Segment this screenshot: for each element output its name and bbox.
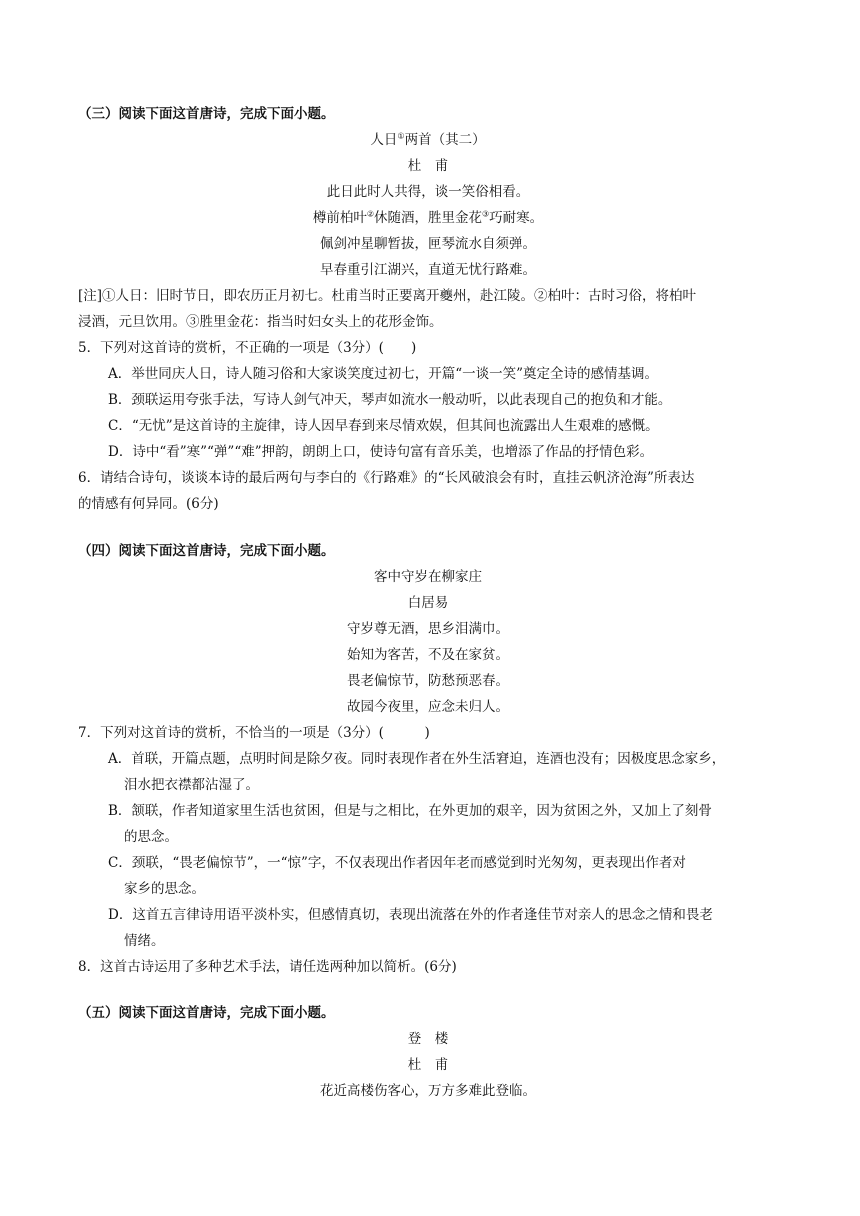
poem-2-title: 客中守岁在柳家庄 [374,569,482,585]
question-5-option-b: B．颈联运用夸张手法，写诗人剑气冲天，琴声如流水一般动听，以此表现自己的抱负和才能。 [108,392,672,408]
question-7-option-c: C．颈联，“畏老偏惊节”，一“惊”字，不仅表现出作者因年老而感觉到时光匆匆，更表现出作者对 [108,855,686,871]
section-3-heading: （三）阅读下面这首唐诗，完成下面小题。 [78,106,335,122]
poem-1-line-4: 早春重引江湖兴，直道无忧行路难。 [320,262,536,278]
question-5-option-c: C．“无忧”是这首诗的主旋律，诗人因早春到来尽情欢娱，但其间也流露出人生艰难的感慨。 [108,418,659,434]
question-7-option-d-cont: 情绪。 [124,933,165,949]
poem-2-line-3: 畏老偏惊节，防愁预恶春。 [347,673,509,689]
question-5-option-d: D．诗中“看”寒”“弹”“难”押韵，朗朗上口，使诗句富有音乐美，也增添了作品的抒情色彩。 [108,444,654,460]
poem-3-line-1: 花近高楼伤客心，万方多难此登临。 [320,1083,536,1099]
poem-1-line-3: 佩剑冲星聊暂拔，匣琴流水自须弹。 [320,236,536,252]
poem-1-author: 杜 甫 [407,158,449,174]
footnote-marker: ② [366,209,374,219]
poem-2-line-2: 始知为客苦，不及在家贫。 [347,647,509,663]
question-5-stem: 5．下列对这首诗的赏析，不正确的一项是（3分）( ) [78,340,417,356]
question-7-option-c-cont: 家乡的思念。 [124,881,205,897]
question-7-stem: 7．下列对这首诗的赏析，不恰当的一项是（3分）( ) [78,725,430,741]
question-5-option-a: A．举世同庆人日，诗人随习俗和大家谈笑度过初七，开篇“一谈一笑”奠定全诗的感情基调。 [108,366,659,382]
poem-1-note-line-2: 浸酒，元旦饮用。③胜里金花：指当时妇女头上的花形金饰。 [78,314,443,330]
poem-3-author: 杜 甫 [407,1057,449,1073]
question-7-option-d: D．这首五言律诗用语平淡朴实，但感情真切，表现出流落在外的作者逢佳节对亲人的思念之情和畏老 [108,907,713,923]
footnote-marker: ③ [482,209,490,219]
poem-1-line-1: 此日此时人共得，谈一笑俗相看。 [326,184,530,200]
poem-2-line-1: 守岁尊无酒，思乡泪满巾。 [347,621,509,637]
question-8-stem: 8．这首古诗运用了多种艺术手法，请任选两种加以简析。(6分) [78,959,457,975]
poem-1-line-2: 樽前柏叶②休随酒，胜里金花③巧耐寒。 [312,209,544,226]
poem-3-title: 登 楼 [407,1031,449,1047]
question-6-line-1: 6．请结合诗句，谈谈本诗的最后两句与李白的《行路难》的“长风破浪会有时，直挂云帆济沧海”所表达 [78,470,695,486]
footnote-marker: ① [397,131,405,141]
question-7-option-a: A．首联，开篇点题，点明时间是除夕夜。同时表现作者在外生活窘迫，连酒也没有；因极度思念家乡， [108,751,726,767]
question-7-option-b-cont: 的思念。 [124,829,178,845]
section-5-heading: （五）阅读下面这首唐诗，完成下面小题。 [78,1005,335,1021]
poem-2-line-4: 故园今夜里，应念未归人。 [347,699,509,715]
question-6-line-2: 的情感有何异同。(6分) [78,496,219,512]
question-7-option-b: B．颔联，作者知道家里生活也贫困，但是与之相比，在外更加的艰辛，因为贫困之外，又加上了刻骨 [108,803,712,819]
section-4-heading: （四）阅读下面这首唐诗，完成下面小题。 [78,543,335,559]
question-7-option-a-cont: 泪水把衣襟都沾湿了。 [124,777,259,793]
poem-2-author: 白居易 [407,595,449,611]
poem-1-title: 人日①两首（其二） [370,131,486,148]
poem-1-note-line-1: [注]①人日：旧时节日，即农历正月初七。杜甫当时正要离开夔州，赴江陵。②柏叶：古时习俗，将柏叶 [78,288,697,304]
